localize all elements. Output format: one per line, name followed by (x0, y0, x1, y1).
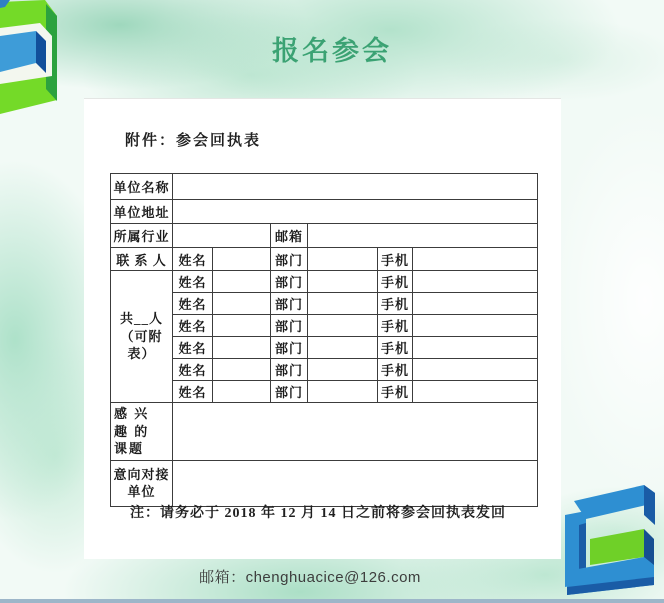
bottom-border-strip (0, 599, 664, 603)
group-label-line1: 共__人 (119, 311, 163, 327)
table-row (111, 224, 538, 248)
input-cell-phone (413, 248, 538, 271)
input-cell-phone (413, 315, 538, 337)
cell-label-dept: 部门 (271, 293, 308, 315)
table-row (111, 337, 538, 359)
input-cell-dept (308, 381, 378, 403)
input-cell-dept (308, 315, 378, 337)
group-label-line3: 表） (127, 346, 156, 362)
cell-label-phone: 手机 (378, 315, 413, 337)
partner-label-line1: 意向对接 (113, 466, 170, 482)
cell-label-dept: 部门 (271, 337, 308, 359)
input-cell-dept (308, 293, 378, 315)
cell-label-dept: 部门 (271, 271, 308, 293)
row-label-email: 邮箱 (271, 224, 308, 248)
cell-label-phone: 手机 (378, 337, 413, 359)
attachment-label: 附件：参会回执表 (125, 133, 262, 149)
table-row (111, 174, 538, 200)
input-cell-dept (308, 359, 378, 381)
row-label-interest-topics (111, 403, 173, 461)
row-label-unit-name: 单位名称 (111, 174, 173, 200)
cell-label-name: 姓名 (173, 381, 213, 403)
cell-label-dept: 部门 (271, 359, 308, 381)
input-cell-phone (413, 337, 538, 359)
row-label-industry: 所属行业 (111, 224, 173, 248)
partner-label-line2: 单位 (127, 484, 156, 500)
table-row (111, 359, 538, 381)
cell-label-dept: 部门 (271, 248, 308, 271)
deadline-note: 注：请务必于 2018 年 12 月 14 日之前将参会回执表发回 (130, 506, 506, 521)
input-cell-name (213, 271, 271, 293)
header-band (0, 0, 664, 98)
cell-label-phone: 手机 (378, 359, 413, 381)
cell-label-name: 姓名 (173, 337, 213, 359)
interest-label-line1: 感 兴 趣 的 (114, 406, 150, 439)
input-cell-name (213, 337, 271, 359)
input-cell-unit-name (173, 174, 538, 200)
input-cell-name (213, 381, 271, 403)
document-page (84, 98, 561, 559)
table-row (111, 381, 538, 403)
input-cell-name (213, 248, 271, 271)
row-label-attendee-count (111, 271, 173, 403)
input-cell-interest-topics (173, 403, 538, 461)
table-row (111, 460, 538, 506)
reply-form-table (110, 173, 538, 507)
input-cell-industry (173, 224, 271, 248)
input-cell-dept (308, 248, 378, 271)
group-label-line2: （可附 (120, 328, 163, 344)
table-row (111, 403, 538, 461)
input-cell-email (308, 224, 538, 248)
cell-label-name: 姓名 (173, 271, 213, 293)
input-cell-unit-address (173, 200, 538, 224)
table-row (111, 248, 538, 271)
input-cell-phone (413, 359, 538, 381)
page-title: 报名参会 (272, 36, 392, 66)
input-cell-phone (413, 293, 538, 315)
input-cell-name (213, 315, 271, 337)
input-cell-dept (308, 337, 378, 359)
input-cell-name (213, 359, 271, 381)
cell-label-phone: 手机 (378, 381, 413, 403)
contact-email: 邮箱：chenghuacice@126.com (199, 569, 421, 586)
cell-label-phone: 手机 (378, 271, 413, 293)
cell-label-name: 姓名 (173, 315, 213, 337)
cell-label-name: 姓名 (173, 248, 213, 271)
row-label-unit-address: 单位地址 (111, 200, 173, 224)
table-row (111, 271, 538, 293)
interest-label-line2: 课题 (114, 441, 145, 457)
cell-label-name: 姓名 (173, 359, 213, 381)
input-cell-phone (413, 271, 538, 293)
table-row (111, 200, 538, 224)
cell-label-phone: 手机 (378, 248, 413, 271)
corner-logo-bottom-right-icon (560, 483, 664, 601)
row-label-contact: 联 系 人 (111, 248, 173, 271)
row-label-partner-unit (111, 460, 173, 506)
table-row (111, 315, 538, 337)
corner-logo-top-left-icon (0, 0, 58, 118)
input-cell-phone (413, 381, 538, 403)
input-cell-dept (308, 271, 378, 293)
cell-label-phone: 手机 (378, 293, 413, 315)
cell-label-name: 姓名 (173, 293, 213, 315)
table-row (111, 293, 538, 315)
input-cell-name (213, 293, 271, 315)
input-cell-partner-unit (173, 460, 538, 506)
cell-label-dept: 部门 (271, 381, 308, 403)
cell-label-dept: 部门 (271, 315, 308, 337)
